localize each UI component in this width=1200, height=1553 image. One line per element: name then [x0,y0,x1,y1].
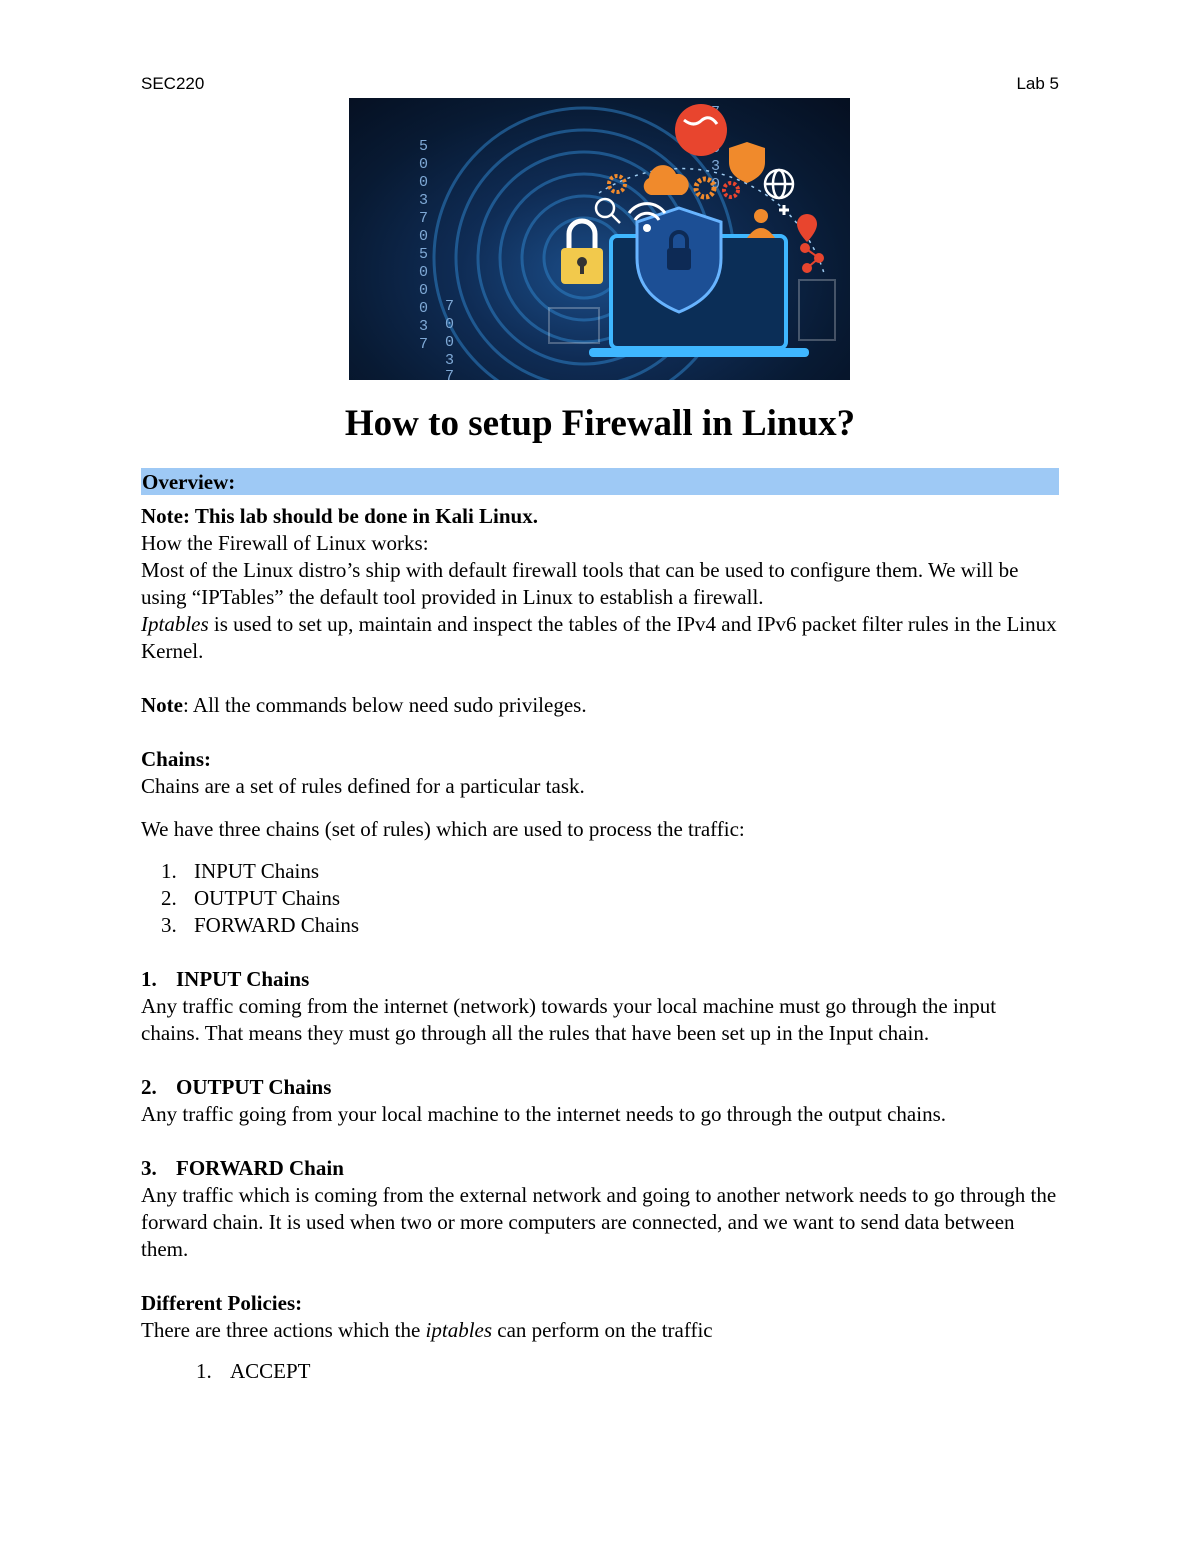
list-item [141,858,1059,885]
code-digit: 3 [445,352,455,369]
section-title: OUTPUT Chains [176,1075,332,1099]
code-digit: 7 [419,210,429,227]
list-item [141,912,1059,939]
policies-intro-term: iptables [425,1318,493,1342]
share-icon [801,244,823,272]
list-label: ACCEPT [230,1359,311,1383]
iptables-term: Iptables [141,612,209,636]
section-title: FORWARD Chain [176,1156,344,1180]
list-label: INPUT Chains [194,859,320,883]
list-label: OUTPUT Chains [194,886,341,910]
overview-line-1: How the Firewall of Linux works: [141,531,429,555]
code-digit: 0 [711,176,721,193]
page-title: How to setup Firewall in Linux? [344,403,856,444]
section-number: 3. [141,1156,157,1180]
policies-heading: Different Policies: [141,1291,303,1315]
input-chains-body: Any traffic coming from the internet (network) towards your local machine must go through the input chains. That means they must go through all the rules that have been set up in the Input chain. [141,994,997,1045]
lock-icon [561,221,603,284]
code-digit: 0 [419,282,429,299]
ghost-phone [799,280,835,340]
policies-intro-pre: There are three actions which the [141,1318,426,1342]
hero-image [349,98,850,380]
code-digit: 3 [419,318,429,335]
header-lab: Lab 5 [1016,74,1059,93]
list-number: 3. [161,913,177,937]
user-icon [747,205,789,238]
code-digit: 0 [419,156,429,173]
forward-chain-body: Any traffic which is coming from the external network and going to another network needs to go through the forward chain. It is used when two or more computers are connected, and we want to send data between them. [141,1183,1057,1261]
section-title: INPUT Chains [176,967,310,991]
code-digit: 7 [445,368,455,380]
chains-list [141,858,1059,939]
output-chains-body: Any traffic going from your local machine to the internet needs to go through the output chains. [141,1102,946,1126]
location-pin-icon [797,214,817,242]
chains-intro-2: We have three chains (set of rules) which are used to process the traffic: [141,817,745,841]
overview-line-3-text: is used to set up, maintain and inspect the tables of the IPv4 and IPv6 packet filter rules in the Linux Kernel. [141,612,1057,663]
forward-chain-heading [141,1155,1059,1182]
policies-intro [141,1317,1059,1344]
policies-list [141,1358,1059,1385]
note-sudo-text: : All the commands below need sudo privileges. [182,693,587,717]
list-label: FORWARD Chains [194,913,360,937]
code-digit: 0 [419,174,429,191]
list-number: 1. [196,1359,212,1383]
list-number: 1. [161,859,177,883]
note-kali: Note: This lab should be done in Kali Linux. [141,504,538,528]
cloud-icon [644,165,689,195]
code-digit: 0 [445,316,455,333]
chains-intro: Chains are a set of rules defined for a particular task. [141,774,585,798]
section-number: 2. [141,1075,157,1099]
code-digit: 0 [419,228,429,245]
header-course: SEC220 [141,74,205,93]
section-number: 1. [141,967,157,991]
cyber-security-illustration [349,98,850,380]
code-digit: 0 [445,334,455,351]
code-digit: 5 [419,138,429,155]
list-item [141,885,1059,912]
policies-intro-post: can perform on the traffic [492,1318,713,1342]
chains-heading: Chains: [141,747,212,771]
search-icon [596,199,620,223]
note-label: Note [141,693,183,717]
note-sudo [141,692,1059,719]
overview-line-2: Most of the Linux distro’s ship with default firewall tools that can be used to configure them. We will be using “IPTables” the default tool provided in Linux to establish a firewall. [141,558,1019,609]
code-digit: 7 [445,298,455,315]
code-digit: 3 [711,158,721,175]
overview-heading: Overview: [141,468,1059,495]
output-chains-heading [141,1074,1059,1101]
code-digit: 7 [419,336,429,353]
overview-line-3 [141,611,1059,665]
input-chains-heading [141,966,1059,993]
code-digit: 5 [419,246,429,263]
red-globe-icon [675,104,727,156]
list-item [141,1358,1059,1385]
document-body [141,468,1059,1385]
globe-icon [765,170,793,198]
list-number: 2. [161,886,177,910]
code-digit: 0 [419,300,429,317]
code-digit: 3 [419,192,429,209]
small-shield-icon [729,142,765,183]
code-digit: 0 [419,264,429,281]
